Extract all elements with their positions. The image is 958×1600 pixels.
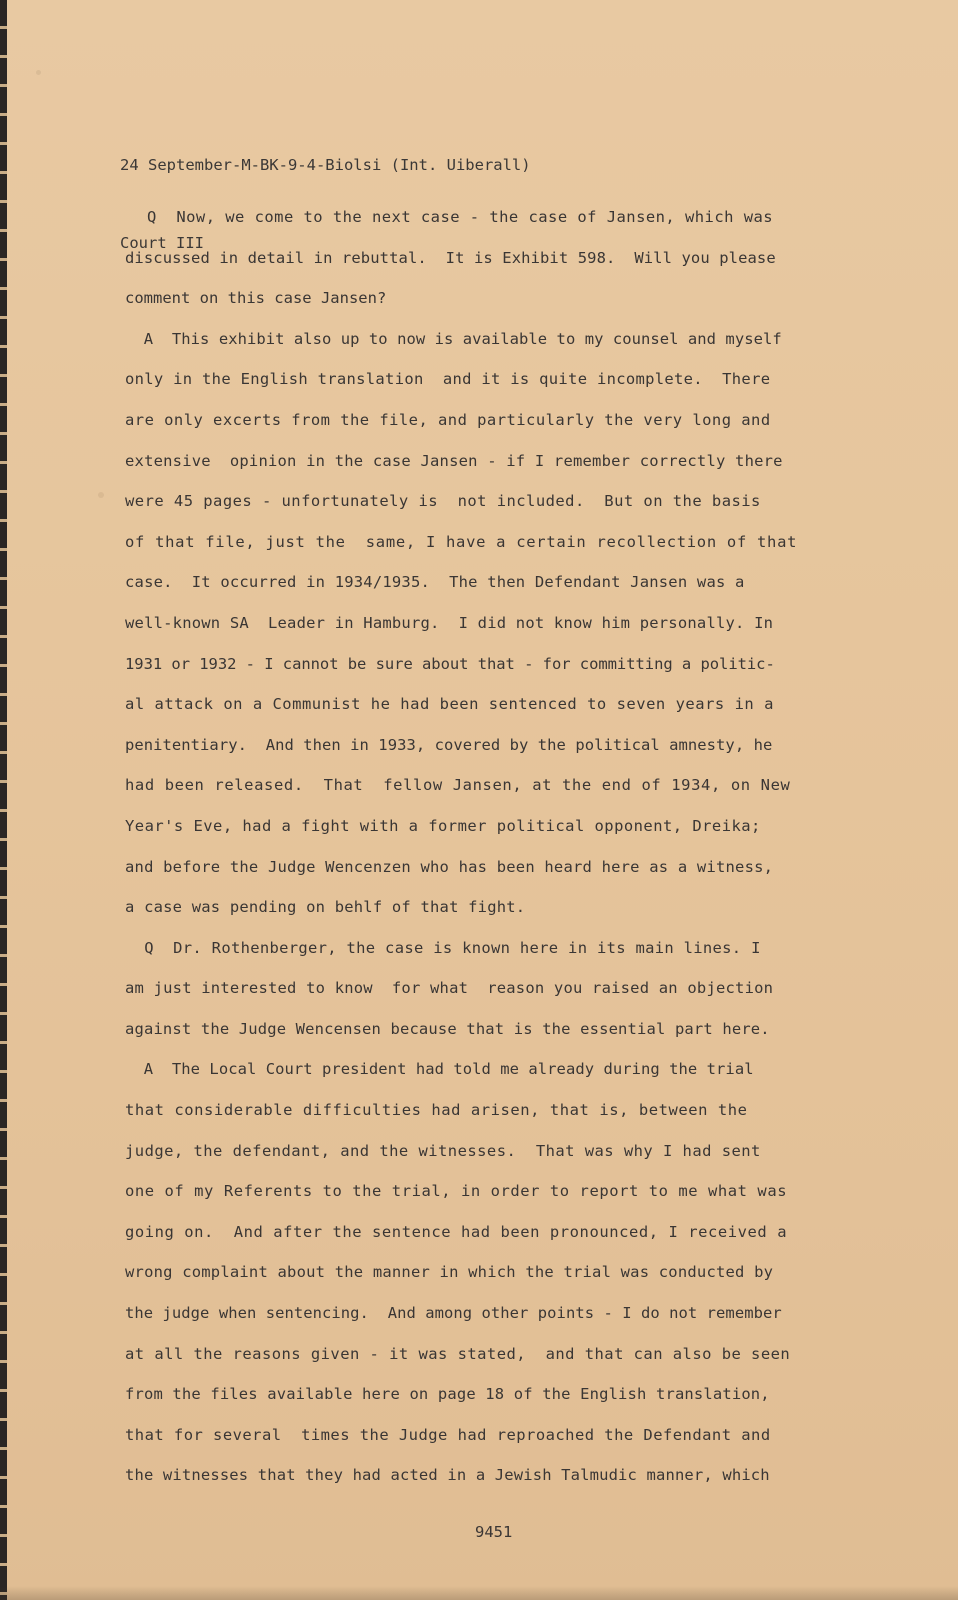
text-line: Q Dr. Rothenberger, the case is known here in its main lines. I: [125, 938, 761, 957]
text-line: from the files available here on page 18 of the English translation,: [125, 1385, 770, 1404]
text-line: 1931 or 1932 - I cannot be sure about that - for committing a politic-: [125, 654, 775, 673]
text-line: case. It occurred in 1934/1935. The then Defendant Jansen was a: [125, 573, 745, 592]
page-bottom-shadow: [0, 1586, 958, 1600]
text-line: the witnesses that they had acted in a Jewish Talmudic manner, which: [125, 1466, 770, 1485]
text-line: are only excerts from the file, and particularly the very long and: [125, 410, 771, 429]
text-line: A This exhibit also up to now is available to my counsel and myself: [125, 329, 782, 348]
testimony-text: [125, 197, 870, 1496]
text-line: against the Judge Wencensen because that is the essential part here.: [125, 1019, 770, 1038]
text-line: al attack on a Communist he had been sentenced to seven years in a: [125, 695, 774, 714]
text-line: had been released. That fellow Jansen, at the end of 1934, on New: [125, 776, 791, 795]
text-line: that considerable difficulties had arisen, that is, between the: [125, 1101, 748, 1120]
text-line: one of my Referents to the trial, in order to report to me what was: [125, 1182, 788, 1201]
text-line: penitentiary. And then in 1933, covered by the political amnesty, he: [125, 735, 773, 754]
text-line: discussed in detail in rebuttal. It is Exhibit 598. Will you please: [125, 248, 776, 267]
header-court-line: Court III: [120, 234, 204, 252]
text-line: of that file, just the same, I have a certain recollection of that: [125, 532, 798, 551]
paper-stain: [36, 70, 41, 75]
text-line: going on. And after the sentence had been pronounced, I received a: [125, 1222, 788, 1241]
text-line: extensive opinion in the case Jansen - if I remember correctly there: [125, 451, 783, 470]
text-line: wrong complaint about the manner in which the trial was conducted by: [125, 1263, 774, 1282]
text-line: am just interested to know for what reason you raised an objection: [125, 979, 774, 998]
text-line: well-known SA Leader in Hamburg. I did not know him personally. In: [125, 613, 774, 632]
text-line: judge, the defendant, and the witnesses. That was why I had sent: [125, 1141, 761, 1160]
text-line: A The Local Court president had told me already during the trial: [125, 1060, 754, 1079]
text-line: and before the Judge Wencenzen who has been heard here as a witness,: [125, 857, 774, 876]
page-number: 9451: [475, 1523, 513, 1541]
text-line: at all the reasons given - it was stated, and that can also be seen: [125, 1344, 791, 1363]
text-line: Q Now, we come to the next case - the case of Jansen, which was: [147, 208, 774, 226]
text-line: comment on this case Jansen?: [125, 289, 387, 308]
text-line: the judge when sentencing. And among other points - I do not remember: [125, 1304, 782, 1323]
text-line: that for several times the Judge had reproached the Defendant and: [125, 1425, 771, 1444]
header-transcript-line: 24 September-M-BK-9-4-Biolsi (Int. Uiberall): [120, 156, 531, 174]
text-line: only in the English translation and it is quite incomplete. There: [125, 370, 771, 389]
text-line: a case was pending on behlf of that fight.: [125, 898, 526, 917]
binding-edge: [0, 0, 7, 1600]
text-line: were 45 pages - unfortunately is not included. But on the basis: [125, 492, 761, 511]
text-line: Year's Eve, had a fight with a former political opponent, Dreika;: [125, 816, 761, 835]
paper-stain: [98, 492, 104, 498]
